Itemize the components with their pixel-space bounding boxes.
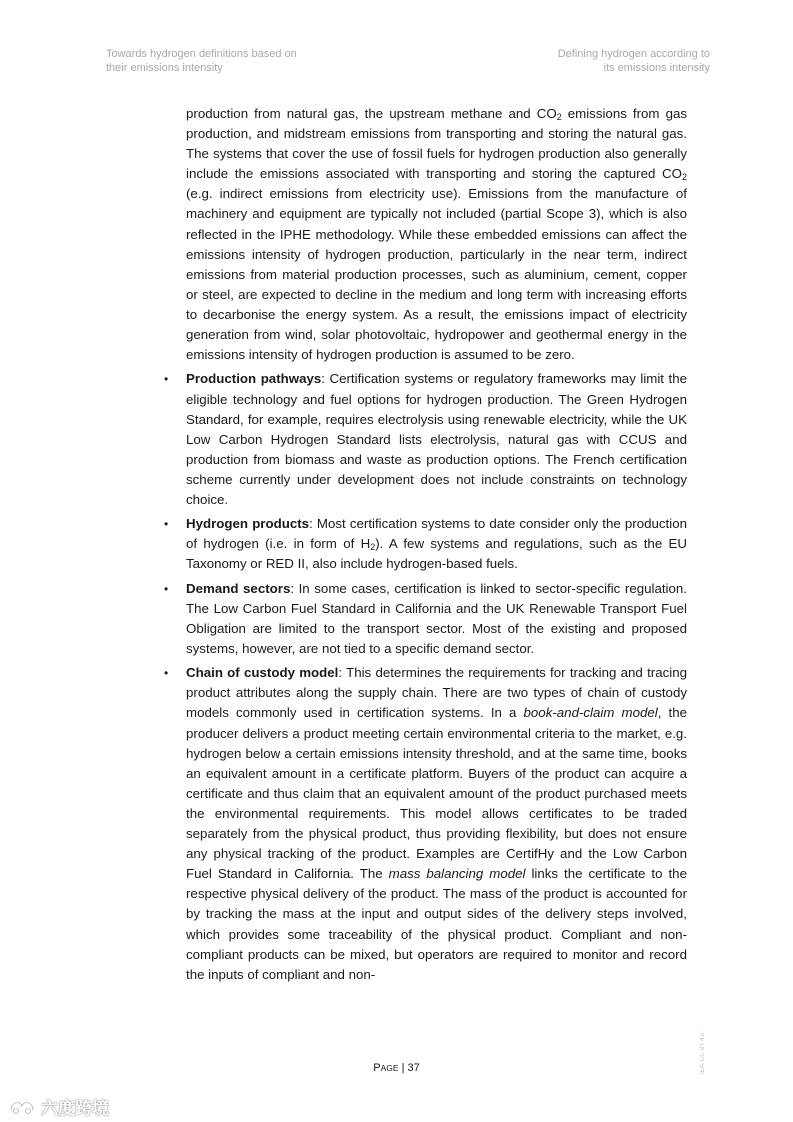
bullet-italic-2: mass balancing model xyxy=(388,866,526,882)
header-left-line1: Towards hydrogen definitions based on xyxy=(106,48,297,60)
page-number: 37 xyxy=(407,1062,420,1074)
header-left-line2: their emissions intensity xyxy=(106,62,223,74)
bullet-body-1: : This determines the requirements for tracking and tracing product attributes along the supply chain. There are two types of chain of custody models commonly used in certification systems. In a xyxy=(186,665,687,721)
bullet-subscript: 2 xyxy=(370,542,376,553)
page-footer xyxy=(0,1062,793,1074)
bullet-chain-of-custody xyxy=(164,663,687,985)
page-separator: | xyxy=(398,1062,408,1074)
watermark xyxy=(8,1094,109,1118)
watermark-text: 六度跨境 xyxy=(41,1098,109,1118)
header-right-line1: Defining hydrogen according to xyxy=(557,48,710,60)
bullet-dot: • xyxy=(164,581,169,596)
bullet-title: Production pathways xyxy=(186,371,322,387)
bullet-dot: • xyxy=(164,666,169,681)
license-note: IEA. CC BY 4.0. xyxy=(700,1031,706,1074)
page-label-initial: P xyxy=(373,1062,381,1074)
running-header-right xyxy=(450,47,710,75)
header-right-line2: its emissions intensity xyxy=(603,62,710,74)
bullet-production-pathways xyxy=(164,369,687,510)
bullet-title: Hydrogen products xyxy=(186,516,310,532)
intro-text-1: production from natural gas, the upstream methane and CO xyxy=(186,106,557,121)
bullet-title: Chain of custody model xyxy=(186,665,339,681)
page-label-rest: AGE xyxy=(380,1063,399,1073)
intro-paragraph xyxy=(186,104,687,365)
intro-subscript-1: 2 xyxy=(556,112,562,122)
intro-text-2: emissions from gas production, and midstream emissions from transporting and storing the natural gas. The systems that cover the use of fossil fuels for hydrogen production also generally include the emissions associated with transporting and storing the captured CO xyxy=(186,106,688,182)
bullet-body: : In some cases, certification is linked to sector-specific regulation. The Low Carbon Fuel Standard in California and the UK Renewable Transport Fuel Obligation are limited to the transport sector. Most of the existing and proposed systems, however, are not tied to a specific demand sector. xyxy=(186,580,687,656)
bullet-body-2: , the producer delivers a product meeting certain environmental criteria to the market, e.g. hydrogen below a certain emissions intensity threshold, and at the same time, books an equivalent amount in a certificate platform. Buyers of the product can acquire a certificate and thus claim that an equivalent amount of the product purchased meets the environmental requirements. This model allows certificates to be traded separately from the physical product, thus providing flexibility, but does not ensure any physical tracking of the product. Examples are CertifHy and the Low Carbon Fuel Standard in California. The xyxy=(186,705,687,882)
bullet-title: Demand sectors xyxy=(186,580,291,596)
bullet-italic-1: book-and-claim model xyxy=(523,705,658,721)
intro-text-3: (e.g. indirect emissions from electricity use). Emissions from the manufacture of machinery and equipment are typically not included (partial Scope 3), which is also reflected in the IPHE methodology. While these embedded emissions can affect the emissions intensity of hydrogen production, particularly in the near term, indirect emissions from material production processes, such as aluminium, cement, copper or steel, are expected to decline in the medium and long term with increasing efforts to decarbonise the energy system. As a result, the emissions impact of electricity generation from wind, solar photovoltaic, hydropower and geothermal energy in the emissions intensity of hydrogen production is assumed to be zero. xyxy=(186,186,687,363)
intro-subscript-2: 2 xyxy=(681,172,687,183)
bullet-body-1: : Most certification systems to date consider only the production of hydrogen (i.e. in form of H xyxy=(186,516,687,552)
bullet-dot: • xyxy=(164,372,169,387)
running-header-left xyxy=(106,47,366,75)
bullet-dot: • xyxy=(164,517,169,532)
bullet-hydrogen-products xyxy=(164,514,687,574)
bullet-body: : Certification systems or regulatory frameworks may limit the eligible technology and fuel options for hydrogen production. The Green Hydrogen Standard, for example, requires electrolysis using renewable electricity, while the UK Low Carbon Hydrogen Standard lists electrolysis, natural gas with CCUS and production from biomass and waste as production options. The French certification scheme currently under development does not include constraints on technology choice. xyxy=(186,371,687,507)
body-text xyxy=(164,104,688,985)
watermark-logo-icon xyxy=(8,1096,36,1116)
bullet-list xyxy=(164,369,687,984)
bullet-demand-sectors xyxy=(164,579,687,659)
bullet-body-2: ). A few systems and regulations, such as the EU Taxonomy or RED II, also include hydrogen-based fuels. xyxy=(186,536,687,572)
bullet-body-3: links the certificate to the respective physical delivery of the product. The mass of the product is accounted for by tracking the mass at the input and output sides of the delivery steps involved, which provides some traceability of the physical product. Compliant and non-compliant products can be mixed, but operators are required to monitor and record the inputs of compliant and non- xyxy=(186,866,687,982)
